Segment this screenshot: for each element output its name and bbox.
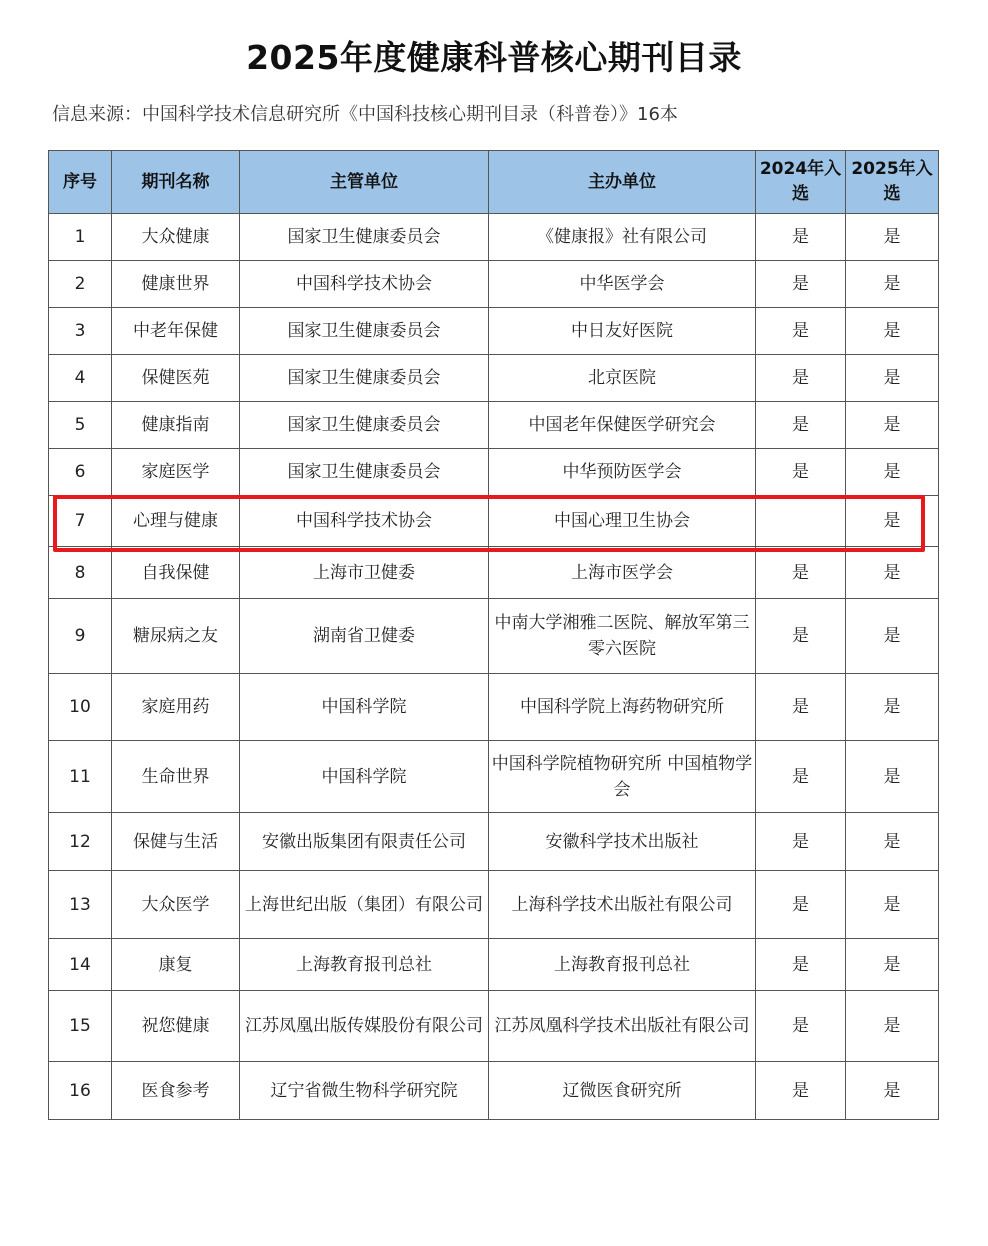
cell-selected-2025: 是 [846,991,939,1062]
cell-selected-2025: 是 [846,496,939,547]
cell-name: 保健医苑 [112,355,240,402]
cell-selected-2024: 是 [756,214,846,261]
cell-selected-2024: 是 [756,871,846,939]
cell-index: 4 [49,355,112,402]
cell-sponsor: 中华医学会 [489,261,756,308]
cell-selected-2025: 是 [846,599,939,674]
cell-index: 9 [49,599,112,674]
cell-selected-2024: 是 [756,261,846,308]
cell-selected-2025: 是 [846,214,939,261]
cell-sponsor: 《健康报》社有限公司 [489,214,756,261]
cell-sponsor: 中南大学湘雅二医院、解放军第三零六医院 [489,599,756,674]
cell-name: 康复 [112,939,240,991]
cell-index: 11 [49,741,112,813]
cell-supervisor: 国家卫生健康委员会 [240,355,489,402]
journal-table [48,150,939,1120]
cell-selected-2025: 是 [846,547,939,599]
cell-index: 7 [49,496,112,547]
header-selected-2024: 2024年入选 [756,151,846,214]
cell-sponsor: 中国心理卫生协会 [489,496,756,547]
cell-selected-2024: 是 [756,355,846,402]
table-row [49,674,939,741]
table-row [49,939,939,991]
source-note: 信息来源：中国科学技术信息研究所《中国科技核心期刊目录（科普卷）》16本 [52,104,678,125]
table-row [49,214,939,261]
cell-name: 心理与健康 [112,496,240,547]
cell-supervisor: 上海世纪出版（集团）有限公司 [240,871,489,939]
cell-supervisor: 国家卫生健康委员会 [240,214,489,261]
cell-name: 大众医学 [112,871,240,939]
cell-name: 健康世界 [112,261,240,308]
table-row [49,449,939,496]
table-row [49,355,939,402]
cell-index: 16 [49,1062,112,1120]
table-row [49,599,939,674]
header-name: 期刊名称 [112,151,240,214]
cell-supervisor: 中国科学院 [240,741,489,813]
cell-selected-2025: 是 [846,355,939,402]
table-row [49,813,939,871]
cell-selected-2024: 是 [756,547,846,599]
cell-index: 13 [49,871,112,939]
cell-selected-2024: 是 [756,1062,846,1120]
cell-selected-2025: 是 [846,813,939,871]
cell-name: 医食参考 [112,1062,240,1120]
cell-supervisor: 国家卫生健康委员会 [240,402,489,449]
cell-index: 12 [49,813,112,871]
cell-supervisor: 辽宁省微生物科学研究院 [240,1062,489,1120]
cell-selected-2025: 是 [846,402,939,449]
cell-name: 生命世界 [112,741,240,813]
cell-selected-2025: 是 [846,261,939,308]
cell-supervisor: 中国科学技术协会 [240,496,489,547]
header-sponsor: 主办单位 [489,151,756,214]
cell-name: 糖尿病之友 [112,599,240,674]
cell-name: 大众健康 [112,214,240,261]
table-row [49,402,939,449]
header-index: 序号 [49,151,112,214]
table-row [49,871,939,939]
header-selected-2025: 2025年入选 [846,151,939,214]
cell-sponsor: 上海教育报刊总社 [489,939,756,991]
cell-name: 家庭用药 [112,674,240,741]
cell-selected-2024: 是 [756,991,846,1062]
table-row [49,308,939,355]
cell-supervisor: 中国科学技术协会 [240,261,489,308]
table-row [49,991,939,1062]
cell-selected-2024: 是 [756,308,846,355]
table-row [49,1062,939,1120]
cell-supervisor: 湖南省卫健委 [240,599,489,674]
cell-index: 2 [49,261,112,308]
cell-selected-2025: 是 [846,939,939,991]
table-row [49,547,939,599]
cell-supervisor: 安徽出版集团有限责任公司 [240,813,489,871]
cell-index: 8 [49,547,112,599]
cell-sponsor: 中国科学院上海药物研究所 [489,674,756,741]
cell-selected-2025: 是 [846,741,939,813]
cell-name: 保健与生活 [112,813,240,871]
cell-sponsor: 上海科学技术出版社有限公司 [489,871,756,939]
cell-supervisor: 江苏凤凰出版传媒股份有限公司 [240,991,489,1062]
cell-sponsor: 中国科学院植物研究所 中国植物学会 [489,741,756,813]
cell-selected-2024: 是 [756,599,846,674]
cell-name: 健康指南 [112,402,240,449]
cell-selected-2024: 是 [756,674,846,741]
cell-index: 5 [49,402,112,449]
cell-selected-2025: 是 [846,1062,939,1120]
cell-name: 自我保健 [112,547,240,599]
cell-index: 15 [49,991,112,1062]
header-supervisor: 主管单位 [240,151,489,214]
cell-supervisor: 国家卫生健康委员会 [240,449,489,496]
cell-index: 3 [49,308,112,355]
cell-selected-2025: 是 [846,308,939,355]
table-header-row [49,151,939,214]
cell-supervisor: 上海市卫健委 [240,547,489,599]
cell-index: 6 [49,449,112,496]
cell-selected-2025: 是 [846,449,939,496]
table-row [49,261,939,308]
cell-sponsor: 安徽科学技术出版社 [489,813,756,871]
cell-name: 家庭医学 [112,449,240,496]
cell-selected-2024: 是 [756,939,846,991]
cell-sponsor: 北京医院 [489,355,756,402]
cell-index: 14 [49,939,112,991]
cell-selected-2024: 是 [756,449,846,496]
cell-sponsor: 中日友好医院 [489,308,756,355]
cell-sponsor: 江苏凤凰科学技术出版社有限公司 [489,991,756,1062]
cell-name: 祝您健康 [112,991,240,1062]
cell-sponsor: 辽微医食研究所 [489,1062,756,1120]
cell-sponsor: 中华预防医学会 [489,449,756,496]
cell-supervisor: 中国科学院 [240,674,489,741]
cell-selected-2025: 是 [846,871,939,939]
cell-index: 10 [49,674,112,741]
cell-sponsor: 中国老年保健医学研究会 [489,402,756,449]
cell-supervisor: 上海教育报刊总社 [240,939,489,991]
cell-selected-2024: 是 [756,813,846,871]
cell-name: 中老年保健 [112,308,240,355]
cell-index: 1 [49,214,112,261]
cell-selected-2024 [756,496,846,547]
cell-selected-2024: 是 [756,741,846,813]
page-title: 2025年度健康科普核心期刊目录 [246,38,742,77]
table-row [49,741,939,813]
cell-supervisor: 国家卫生健康委员会 [240,308,489,355]
cell-sponsor: 上海市医学会 [489,547,756,599]
cell-selected-2024: 是 [756,402,846,449]
cell-selected-2025: 是 [846,674,939,741]
table-row-highlighted [49,496,939,547]
